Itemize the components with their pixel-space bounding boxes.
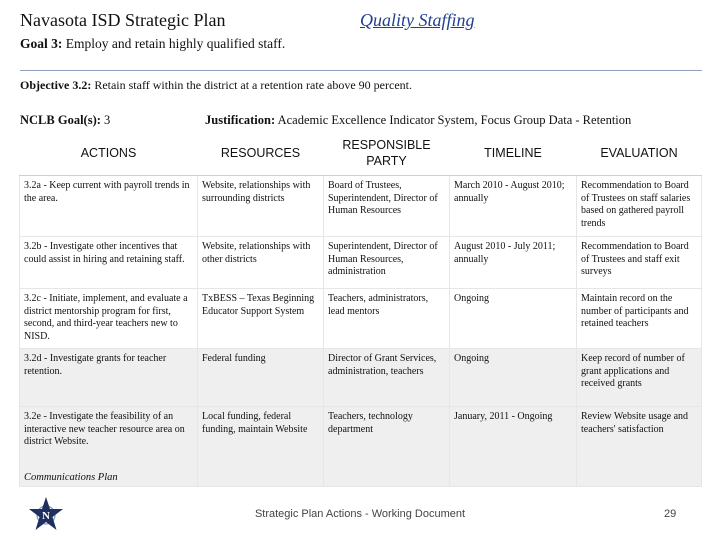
- nclb-label: NCLB Goal(s):: [20, 113, 101, 127]
- header-timeline: TIMELINE: [450, 133, 577, 176]
- nclb-goals: [20, 113, 110, 128]
- goal-line: [20, 36, 285, 52]
- table-row: [20, 407, 702, 487]
- objective-line: [20, 78, 412, 93]
- evaluation-cell: Maintain record on the number of participants and retained teachers: [577, 289, 702, 349]
- table-row: [20, 176, 702, 237]
- resources-cell: Website, relationships with surrounding districts: [198, 176, 324, 237]
- evaluation-cell: Recommendation to Board of Trustees and staff exit surveys: [577, 237, 702, 289]
- justification-label: Justification:: [205, 113, 276, 127]
- objective-label: Objective 3.2:: [20, 78, 92, 92]
- nclb-value: 3: [104, 113, 111, 127]
- responsible-cell: Superintendent, Director of Human Resources, administration: [324, 237, 450, 289]
- action-cell: 3.2a - Keep current with payroll trends in the area.: [20, 176, 198, 237]
- timeline-cell: August 2010 - July 2011; annually: [450, 237, 577, 289]
- action-cell: 3.2e - Investigate the feasibility of an interactive new teacher resource area on district Website.: [20, 407, 198, 487]
- resources-cell: Federal funding: [198, 349, 324, 407]
- responsible-cell: Teachers, administrators, lead mentors: [324, 289, 450, 349]
- action-cell: 3.2b - Investigate other incentives that could assist in hiring and retaining staff.: [20, 237, 198, 289]
- action-plan-table: [19, 133, 702, 487]
- page-number: 29: [664, 508, 677, 520]
- goal-label: Goal 3:: [20, 36, 63, 51]
- action-cell: 3.2d - Investigate grants for teacher retention.: [20, 349, 198, 407]
- responsible-cell: Board of Trustees, Superintendent, Director of Human Resources: [324, 176, 450, 237]
- table-header-row: [20, 133, 702, 176]
- responsible-cell: Director of Grant Services, administration, teachers: [324, 349, 450, 407]
- header-responsible-party: RESPONSIBLE PARTY: [324, 133, 450, 176]
- timeline-cell: January, 2011 - Ongoing: [450, 407, 577, 487]
- justification-text: Academic Excellence Indicator System, Focus Group Data - Retention: [277, 113, 632, 127]
- responsible-cell: Teachers, technology department: [324, 407, 450, 487]
- objective-text: Retain staff within the district at a retention rate above 90 percent.: [94, 78, 412, 92]
- resources-cell: Website, relationships with other districts: [198, 237, 324, 289]
- table-row: [20, 289, 702, 349]
- header-divider: [20, 70, 702, 71]
- footer-center-text: Strategic Plan Actions - Working Document: [254, 508, 466, 520]
- timeline-cell: Ongoing: [450, 289, 577, 349]
- evaluation-cell: Recommendation to Board of Trustees on staff salaries based on gathered payroll trends: [577, 176, 702, 237]
- communications-plan-label: Communications Plan: [24, 472, 118, 483]
- resources-cell: Local funding, federal funding, maintain Website: [198, 407, 324, 487]
- timeline-cell: Ongoing: [450, 349, 577, 407]
- evaluation-cell: Keep record of number of grant applications and received grants: [577, 349, 702, 407]
- logo-letter: N: [42, 510, 50, 522]
- header-actions: ACTIONS: [20, 133, 198, 176]
- header-resources: RESOURCES: [198, 133, 324, 176]
- justification-line: [205, 113, 631, 128]
- timeline-cell: March 2010 - August 2010; annually: [450, 176, 577, 237]
- page-title: Navasota ISD Strategic Plan: [20, 10, 226, 30]
- table-row: [20, 349, 702, 407]
- action-cell: 3.2c - Initiate, implement, and evaluate a district mentorship program for first, second, and third-year teachers new to NISD.: [20, 289, 198, 349]
- header-evaluation: EVALUATION: [577, 133, 702, 176]
- section-title: Quality Staffing: [360, 10, 475, 30]
- resources-cell: TxBESS – Texas Beginning Educator Support System: [198, 289, 324, 349]
- evaluation-cell: Review Website usage and teachers' satisfaction: [577, 407, 702, 487]
- goal-text: Employ and retain highly qualified staff.: [65, 36, 286, 51]
- table-row: [20, 237, 702, 289]
